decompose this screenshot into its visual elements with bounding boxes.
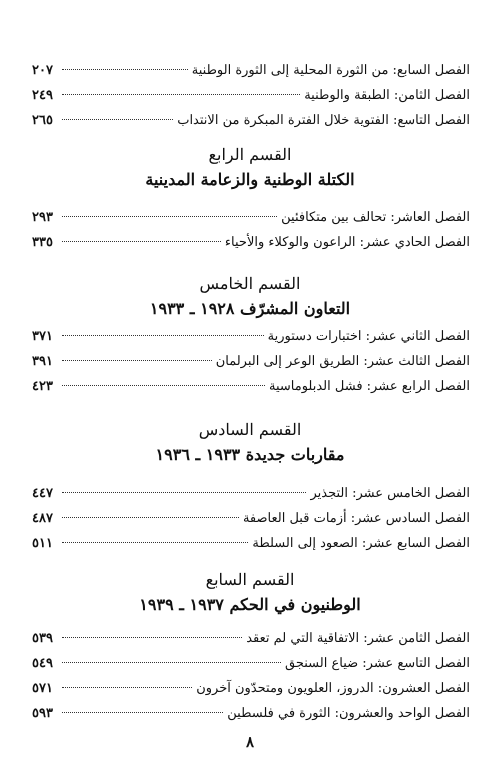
section-label: القسم السابع <box>205 570 295 589</box>
toc-entry <box>32 324 470 349</box>
page-number: ٢٩٣ <box>32 210 53 225</box>
chapter-title: الفصل الثامن عشر: الاتفاقية التي لم تعقد <box>246 631 470 646</box>
dot-leader <box>62 216 277 217</box>
dot-leader <box>62 637 242 638</box>
toc-entry <box>32 676 470 701</box>
chapter-title: الفصل الثالث عشر: الطريق الوعر إلى البرلمان <box>215 354 470 369</box>
section-title: التعاون المشرّف ١٩٢٨ ـ ١٩٣٣ <box>149 299 351 318</box>
page-number: ٤٨٧ <box>32 511 53 526</box>
toc-group <box>32 324 470 399</box>
chapter-title: الفصل السابع عشر: الصعود إلى السلطة <box>252 536 470 551</box>
toc-entry <box>32 83 470 108</box>
chapter-title: الفصل السادس عشر: أزمات قبل العاصفة <box>242 511 470 526</box>
page-number: ٣٩١ <box>32 354 53 369</box>
chapter-title: الفصل العشرون: الدروز، العلويون ومتحدّون آخرون <box>196 681 470 696</box>
dot-leader <box>62 662 281 663</box>
toc-entry <box>32 651 470 676</box>
toc-group <box>32 626 470 726</box>
toc-entry <box>32 626 470 651</box>
chapter-title: الفصل الثاني عشر: اختبارات دستورية <box>267 329 470 344</box>
toc-entry <box>32 349 470 374</box>
dot-leader <box>62 335 264 336</box>
page-number: ٥١١ <box>32 536 53 551</box>
chapter-title: الفصل التاسع عشر: ضياع السنجق <box>285 656 470 671</box>
dot-leader <box>62 119 173 120</box>
section-label: القسم الخامس <box>199 274 301 293</box>
toc-entry <box>32 701 470 726</box>
dot-leader <box>62 241 221 242</box>
chapter-title: الفصل الثامن: الطبقة والوطنية <box>304 88 470 103</box>
page-number: ٥٣٩ <box>32 631 53 646</box>
section-heading <box>0 568 500 618</box>
section-heading <box>0 143 500 193</box>
section-title: الوطنيون في الحكم ١٩٣٧ ـ ١٩٣٩ <box>139 595 361 614</box>
page-number: ٤٤٧ <box>32 486 53 501</box>
toc-group <box>32 481 470 556</box>
dot-leader <box>62 517 239 518</box>
section-heading <box>0 418 500 468</box>
toc-entry <box>32 230 470 255</box>
dot-leader <box>62 542 248 543</box>
page-number: ٢٠٧ <box>32 63 53 78</box>
toc-entry <box>32 531 470 556</box>
chapter-title: الفصل الرابع عشر: فشل الدبلوماسية <box>269 379 470 394</box>
page-number: ٢٦٥ <box>32 113 53 128</box>
chapter-title: الفصل التاسع: الفتوية خلال الفترة المبكرة من الانتداب <box>177 113 470 128</box>
dot-leader <box>62 94 300 95</box>
page-number: ٥٤٩ <box>32 656 53 671</box>
section-title: مقاربات جديدة ١٩٣٣ ـ ١٩٣٦ <box>155 445 345 464</box>
section-label: القسم السادس <box>198 420 302 439</box>
chapter-title: الفصل السابع: من الثورة المحلية إلى الثورة الوطنية <box>191 63 470 78</box>
section-title: الكتلة الوطنية والزعامة المدينية <box>145 170 355 189</box>
toc-entry <box>32 205 470 230</box>
chapter-title: الفصل الحادي عشر: الراعون والوكلاء والأحياء <box>224 235 470 250</box>
dot-leader <box>62 492 306 493</box>
page-number: ٥٩٣ <box>32 706 53 721</box>
dot-leader <box>62 360 212 361</box>
page-number: ٥٧١ <box>32 681 53 696</box>
toc-entry <box>32 108 470 133</box>
page-number: ٤٢٣ <box>32 379 53 394</box>
toc-group <box>32 205 470 255</box>
toc-entry <box>32 506 470 531</box>
dot-leader <box>62 712 223 713</box>
page-number: ٣٧١ <box>32 329 53 344</box>
toc-entry <box>32 374 470 399</box>
section-heading <box>0 272 500 322</box>
page-number: ٢٤٩ <box>32 88 53 103</box>
page-number: ٣٣٥ <box>32 235 53 250</box>
chapter-title: الفصل الخامس عشر: التجذير <box>310 486 470 501</box>
chapter-title: الفصل العاشر: تحالف بين متكافئين <box>281 210 470 225</box>
dot-leader <box>62 687 192 688</box>
toc-entry <box>32 58 470 83</box>
dot-leader <box>62 69 188 70</box>
toc-group-continued <box>32 58 470 133</box>
section-label: القسم الرابع <box>208 145 292 164</box>
folio-page-number: ٨ <box>245 733 255 751</box>
dot-leader <box>62 385 265 386</box>
chapter-title: الفصل الواحد والعشرون: الثورة في فلسطين <box>227 706 470 721</box>
toc-entry <box>32 481 470 506</box>
